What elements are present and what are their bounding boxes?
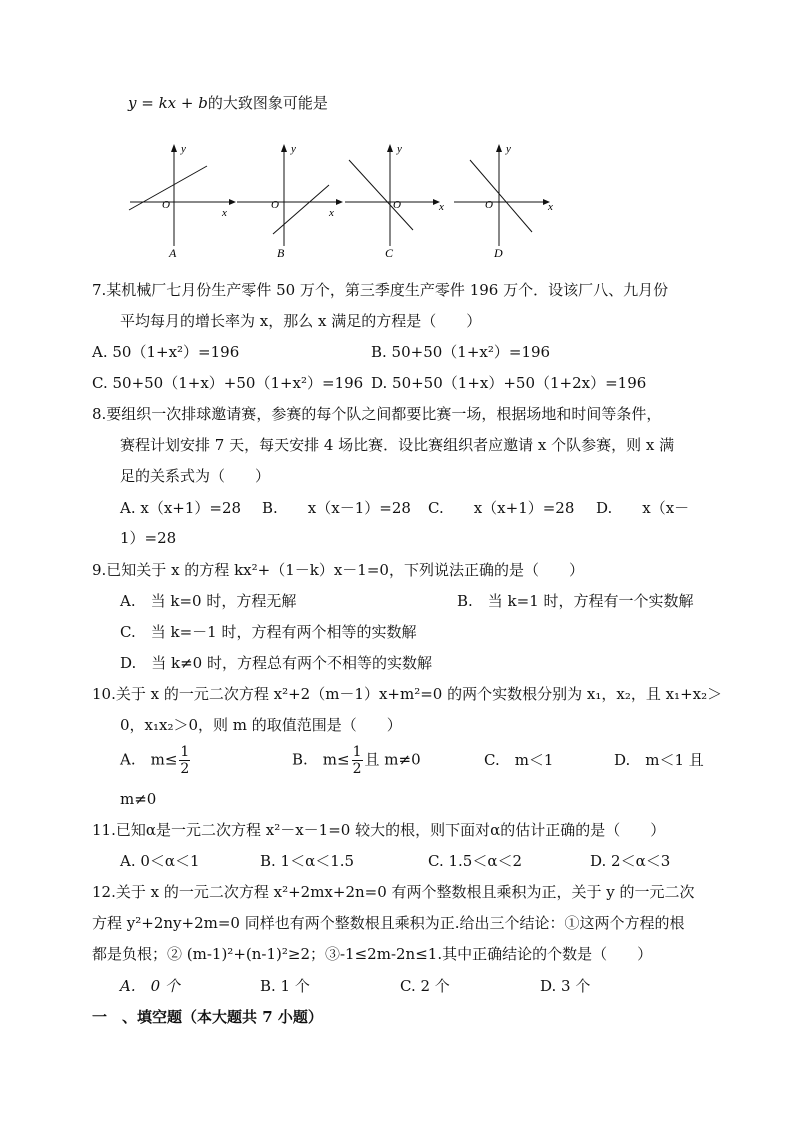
q8-option-d-cont: 1）=28 xyxy=(120,529,177,547)
q10-option-b-prefix: B. m≤ xyxy=(292,750,350,769)
graph-line xyxy=(349,160,413,230)
graph-a xyxy=(125,138,245,263)
q12-option-a: A. 0 个 xyxy=(120,977,180,995)
graph-a-svg xyxy=(125,138,245,263)
q10-option-d: D. m＜1 且 xyxy=(614,751,704,769)
y-arrow xyxy=(281,144,287,152)
graph-option-label: B xyxy=(277,246,285,260)
q9-line1: 9.已知关于 x 的方程 kx²+（1－k）x－1=0，下列说法正确的是（ ） xyxy=(92,561,584,579)
graph-c-svg xyxy=(343,138,463,263)
q10-option-c: C. m＜1 xyxy=(484,751,554,769)
section-heading: 一 、填空题（本大题共 7 小题） xyxy=(92,1008,323,1026)
origin-label: O xyxy=(393,199,401,211)
y-label: y xyxy=(397,143,402,155)
origin-label: O xyxy=(271,199,279,211)
q7-option-c: C. 50+50（1+x）+50（1+x²）=196 xyxy=(92,374,364,392)
q9-option-d: D. 当 k≠0 时，方程总有两个不相等的实数解 xyxy=(120,654,432,672)
x-arrow xyxy=(336,199,343,205)
q6-stem xyxy=(128,96,328,111)
graph-option-label: C xyxy=(385,246,394,260)
fraction-denominator: 2 xyxy=(352,761,362,777)
x-label: x xyxy=(548,201,553,213)
q10-line2: 0，x₁x₂＞0，则 m 的取值范围是（ ） xyxy=(120,716,402,734)
q8-line3: 足的关系式为（ ） xyxy=(120,467,271,485)
x-label: x xyxy=(439,201,444,213)
fraction-numerator: 1 xyxy=(352,744,362,760)
graph-c xyxy=(343,138,463,263)
q6-formula: y = kx + b xyxy=(128,94,208,112)
q8-line1: 8.要组织一次排球邀请赛，参赛的每个队之间都要比赛一场，根据场地和时间等条件， xyxy=(92,405,662,423)
q12-option-c: C. 2 个 xyxy=(400,977,450,995)
origin-label: O xyxy=(162,199,170,211)
q9-option-a: A. 当 k=0 时，方程无解 xyxy=(120,592,297,610)
q9-option-b: B. 当 k=1 时，方程有一个实数解 xyxy=(457,592,694,610)
y-label: y xyxy=(291,143,296,155)
graph-b xyxy=(235,138,355,263)
q11-option-a: A. 0＜α＜1 xyxy=(120,852,200,870)
q7-option-d: D. 50+50（1+x）+50（1+2x）=196 xyxy=(371,374,647,392)
q8-option-b: B. x（x－1）=28 xyxy=(262,499,411,517)
y-label: y xyxy=(506,143,511,155)
q10-line1: 10.关于 x 的一元二次方程 x²+2（m－1）x+m²=0 的两个实数根分别为 x₁，x₂，且 x₁+x₂＞ xyxy=(92,685,723,703)
q12-option-d: D. 3 个 xyxy=(540,977,591,995)
q7-option-b: B. 50+50（1+x²）=196 xyxy=(371,343,551,361)
graph-line xyxy=(273,185,329,234)
x-label: x xyxy=(329,207,334,219)
fraction xyxy=(179,745,190,776)
q8-line2: 赛程计划安排 7 天，每天安排 4 场比赛．设比赛组织者应邀请 x 个队参赛，则 x 满 xyxy=(120,436,675,454)
y-label: y xyxy=(181,143,186,155)
q10-option-a xyxy=(120,745,192,776)
graph-option-label: A xyxy=(169,246,177,260)
q11-option-d: D. 2＜α＜3 xyxy=(590,852,671,870)
q7-option-a: A. 50（1+x²）=196 xyxy=(92,343,240,361)
fraction-numerator: 1 xyxy=(180,744,190,760)
q8-option-d: D. x（x－ xyxy=(596,499,690,517)
graph-d-svg xyxy=(452,138,572,263)
q6-text: 的大致图象可能是 xyxy=(207,94,328,112)
x-label: x xyxy=(222,207,227,219)
q12-option-b: B. 1 个 xyxy=(260,977,310,995)
fraction xyxy=(352,745,363,776)
graph-line xyxy=(470,160,532,232)
q11-option-c: C. 1.5＜α＜2 xyxy=(428,852,523,870)
q8-option-c: C. x（x+1）=28 xyxy=(428,499,575,517)
q10-option-d-cont: m≠0 xyxy=(120,790,157,808)
graph-b-svg xyxy=(235,138,355,263)
q10-option-a-prefix: A. m≤ xyxy=(120,750,178,769)
q12-line2: 方程 y²+2ny+2m=0 同样也有两个整数根且乘积为正.给出三个结论：①这两个方程的根 xyxy=(92,914,685,932)
q7-line1: 7.某机械厂七月份生产零件 50 万个，第三季度生产零件 196 万个．设该厂八、九月份 xyxy=(92,281,669,299)
q12-line1: 12.关于 x 的一元二次方程 x²+2mx+2n=0 有两个整数根且乘积为正，关于 y 的一元二次 xyxy=(92,883,695,901)
q8-option-a: A. x（x+1）=28 xyxy=(120,499,242,517)
q11-option-b: B. 1＜α＜1.5 xyxy=(260,852,355,870)
q11-line1: 11.已知α是一元二次方程 x²－x－1=0 较大的根，则下面对α的估计正确的是（ ） xyxy=(92,821,666,839)
q12-line3: 都是负根；② (m-1)²+(n-1)²≥2；③-1≤2m-2n≤1.其中正确结论的个数是（ ） xyxy=(92,945,653,963)
y-arrow xyxy=(496,144,502,152)
fraction-denominator: 2 xyxy=(180,761,190,777)
graph-option-label: D xyxy=(494,246,503,260)
q9-option-c: C. 当 k=－1 时，方程有两个相等的实数解 xyxy=(120,623,417,641)
origin-label: O xyxy=(485,199,493,211)
graph-d xyxy=(452,138,572,263)
y-arrow xyxy=(387,144,393,152)
q7-line2: 平均每月的增长率为 x，那么 x 满足的方程是（ ） xyxy=(120,312,482,330)
y-arrow xyxy=(171,144,177,152)
q10-option-b xyxy=(292,745,421,776)
q10-option-b-suffix: 且 m≠0 xyxy=(364,750,421,769)
